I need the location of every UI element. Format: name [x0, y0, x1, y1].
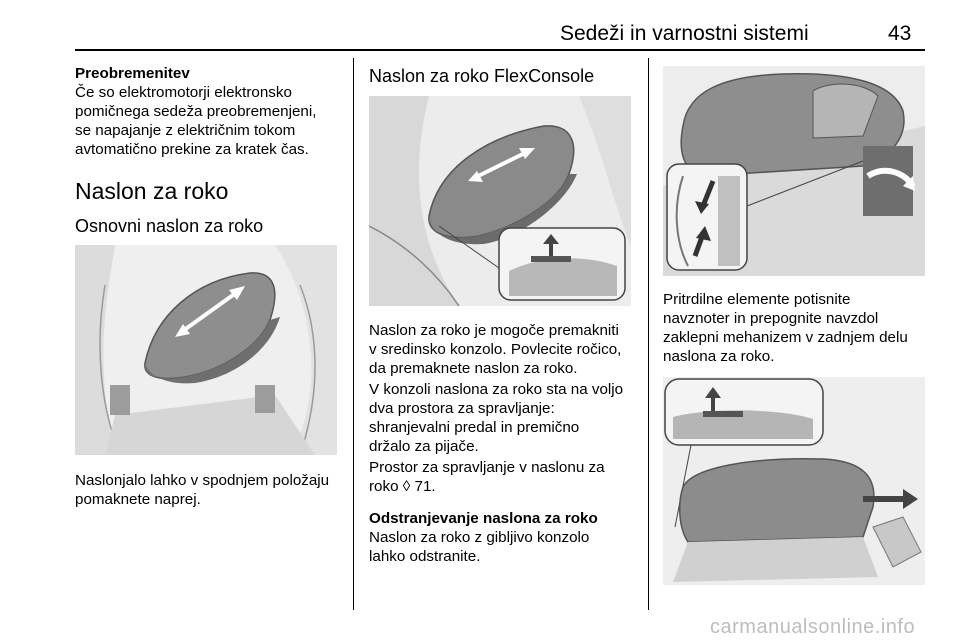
page-number: 43: [888, 22, 912, 45]
page-reference-link[interactable]: 71.: [414, 478, 436, 495]
para-line: V konzoli naslona za roko sta na voljo: [369, 381, 624, 398]
removal-block: [369, 509, 644, 566]
page-header-title: Sedeži in varnostni sistemi: [560, 22, 809, 45]
flexconsole-para1: [369, 321, 644, 378]
para-line: Naslon za roko je mogoče premakniti: [369, 322, 619, 339]
flexconsole-para2: [369, 380, 644, 456]
para-line: zaklepni mehanizem v zadnjem delu: [663, 329, 908, 346]
para-line-ref: [369, 477, 644, 496]
overload-block: [75, 64, 345, 159]
basic-armrest-figure: [75, 245, 337, 455]
para-line: naslona za roko.: [663, 348, 775, 365]
subsection-heading: Osnovni naslon za roko: [75, 216, 264, 236]
header-rule: [75, 49, 925, 51]
overload-heading: Preobremenitev: [75, 65, 190, 82]
flexconsole-figure: [369, 96, 631, 306]
overload-line: Če so elektromotorji elektronsko: [75, 84, 292, 101]
removal-line: lahko odstranite.: [369, 548, 481, 565]
para-line-text: roko: [369, 478, 399, 495]
overload-line: se napajanje z električnim tokom: [75, 122, 296, 139]
para-line: shranjevalni predal in premično: [369, 419, 580, 436]
para-line: navznoter in prepognite navzdol: [663, 310, 879, 327]
section-heading: Naslon za roko: [75, 178, 229, 204]
removal-instructions: [663, 290, 933, 366]
para-line: Prostor za spravljanje v naslonu za: [369, 459, 605, 476]
para-line: Pritrdilne elemente potisnite: [663, 291, 851, 308]
removal-line: Naslon za roko z gibljivo konzolo: [369, 529, 590, 546]
overload-line: avtomatično prekine za kratek čas.: [75, 141, 309, 158]
basic-armrest-caption: [75, 471, 350, 509]
para-line: v sredinsko konzolo. Povlecite ročico,: [369, 341, 622, 358]
column-divider-right: [648, 58, 649, 610]
flexconsole-para3: [369, 458, 644, 496]
para-line: dva prostora za spravljanje:: [369, 400, 555, 417]
page-reference-icon: ◊: [402, 478, 411, 495]
removal-heading: Odstranjevanje naslona za roko: [369, 510, 598, 527]
removal-fold-figure: [663, 377, 925, 585]
caption-line: Naslonjalo lahko v spodnjem položaju: [75, 472, 330, 489]
watermark: carmanualsonline.info: [710, 616, 916, 638]
para-line: da premaknete naslon za roko.: [369, 360, 578, 377]
caption-line: pomaknete naprej.: [75, 491, 201, 508]
para-line: držalo za pijače.: [369, 438, 479, 455]
column-divider-left: [353, 58, 354, 610]
overload-line: pomičnega sedeža preobremenjeni,: [75, 103, 317, 120]
flexconsole-heading: Naslon za roko FlexConsole: [369, 66, 595, 86]
removal-latch-figure: [663, 66, 925, 276]
